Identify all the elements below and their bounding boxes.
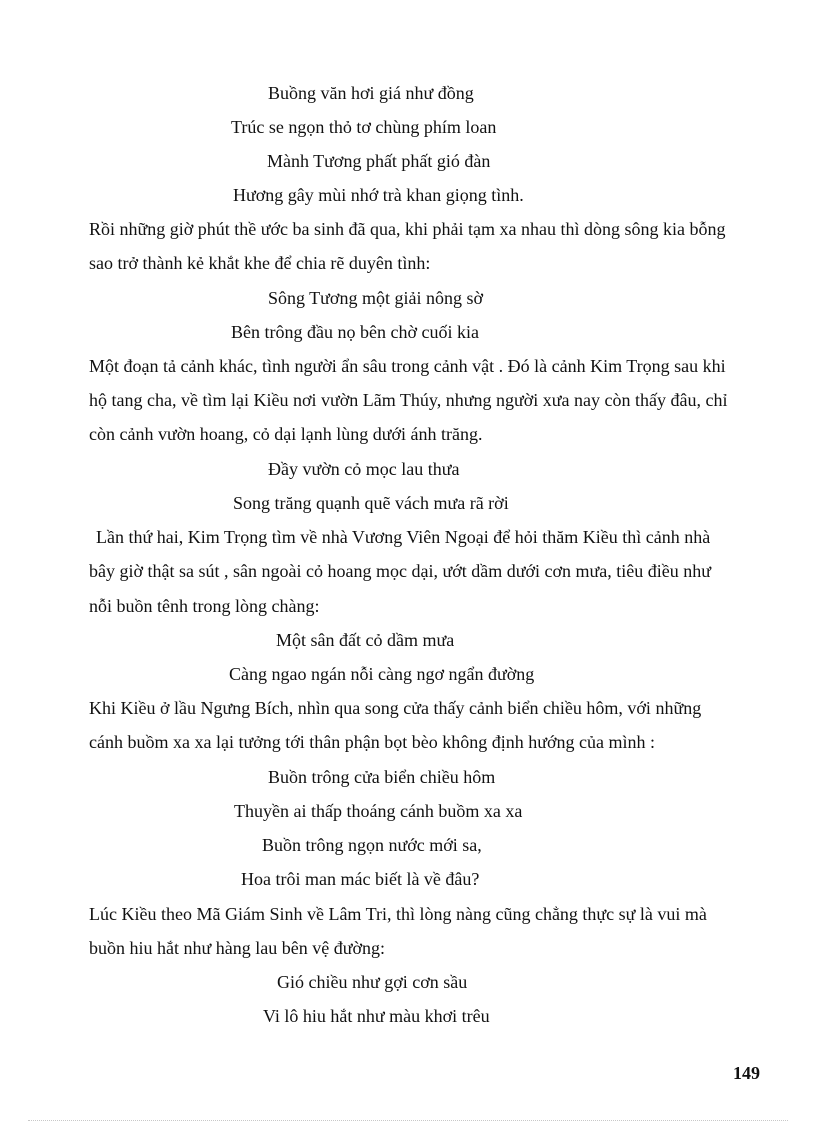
prose-line: Lúc Kiều theo Mã Giám Sinh về Lâm Tri, thì lòng nàng cũng chẳng thực sự là vui mà: [89, 904, 707, 924]
prose-line: nỗi buồn tênh trong lòng chàng:: [89, 596, 320, 616]
prose-line: bây giờ thật sa sút , sân ngoài cỏ hoang mọc dại, ướt dầm dưới cơn mưa, tiêu điều như: [89, 561, 711, 581]
bottom-divider: [28, 1120, 788, 1121]
verse-line: Hương gây mùi nhớ trà khan giọng tình.: [233, 185, 524, 205]
verse-line: Bên trông đầu nọ bên chờ cuối kia: [231, 322, 479, 342]
verse-line: Buồn trông ngọn nước mới sa,: [262, 835, 482, 855]
verse-line: Đầy vườn cỏ mọc lau thưa: [268, 459, 460, 479]
verse-line: Một sân đất cỏ dầm mưa: [276, 630, 455, 650]
prose-line: Rồi những giờ phút thề ước ba sinh đã qua, khi phải tạm xa nhau thì dòng sông kia bỗng: [89, 219, 726, 239]
verse-line: Sông Tương một giải nông sờ: [268, 288, 483, 308]
verse-line: Mành Tương phất phất gió đàn: [267, 151, 491, 171]
verse-line: Trúc se ngọn thỏ tơ chùng phím loan: [231, 117, 497, 137]
verse-line: Gió chiều như gợi cơn sầu: [277, 972, 468, 992]
prose-line: còn cảnh vườn hoang, cỏ dại lạnh lùng dưới ánh trăng.: [89, 424, 483, 444]
prose-line: buồn hiu hắt như hàng lau bên vệ đường:: [89, 938, 385, 958]
verse-line: Vi lô hiu hắt như màu khơi trêu: [263, 1006, 490, 1026]
verse-line: Buồng văn hơi giá như đồng: [268, 83, 474, 103]
prose-line: hộ tang cha, về tìm lại Kiều nơi vườn Lãm Thúy, nhưng người xưa nay còn thấy đâu, chỉ: [89, 390, 728, 410]
prose-line: Một đoạn tả cảnh khác, tình người ẩn sâu trong cảnh vật . Đó là cảnh Kim Trọng sau khi: [89, 356, 726, 376]
verse-line: Càng ngao ngán nỗi càng ngơ ngẩn đường: [229, 664, 535, 684]
prose-line: cánh buồm xa xa lại tưởng tới thân phận bọt bèo không định hướng của mình :: [89, 732, 655, 752]
verse-line: Hoa trôi man mác biết là về đâu?: [241, 869, 480, 889]
prose-line: Lần thứ hai, Kim Trọng tìm về nhà Vương Viên Ngoại để hỏi thăm Kiều thì cảnh nhà: [96, 527, 711, 547]
prose-line: sao trở thành kẻ khắt khe để chia rẽ duyên tình:: [89, 253, 431, 273]
prose-line: Khi Kiều ở lầu Ngưng Bích, nhìn qua song cửa thấy cảnh biển chiều hôm, với những: [89, 698, 702, 718]
page-number: 149: [733, 1063, 760, 1083]
verse-line: Song trăng quạnh quẽ vách mưa rã rời: [233, 493, 509, 513]
verse-line: Buồn trông cửa biển chiều hôm: [268, 767, 496, 787]
verse-line: Thuyền ai thấp thoáng cánh buồm xa xa: [234, 801, 523, 821]
